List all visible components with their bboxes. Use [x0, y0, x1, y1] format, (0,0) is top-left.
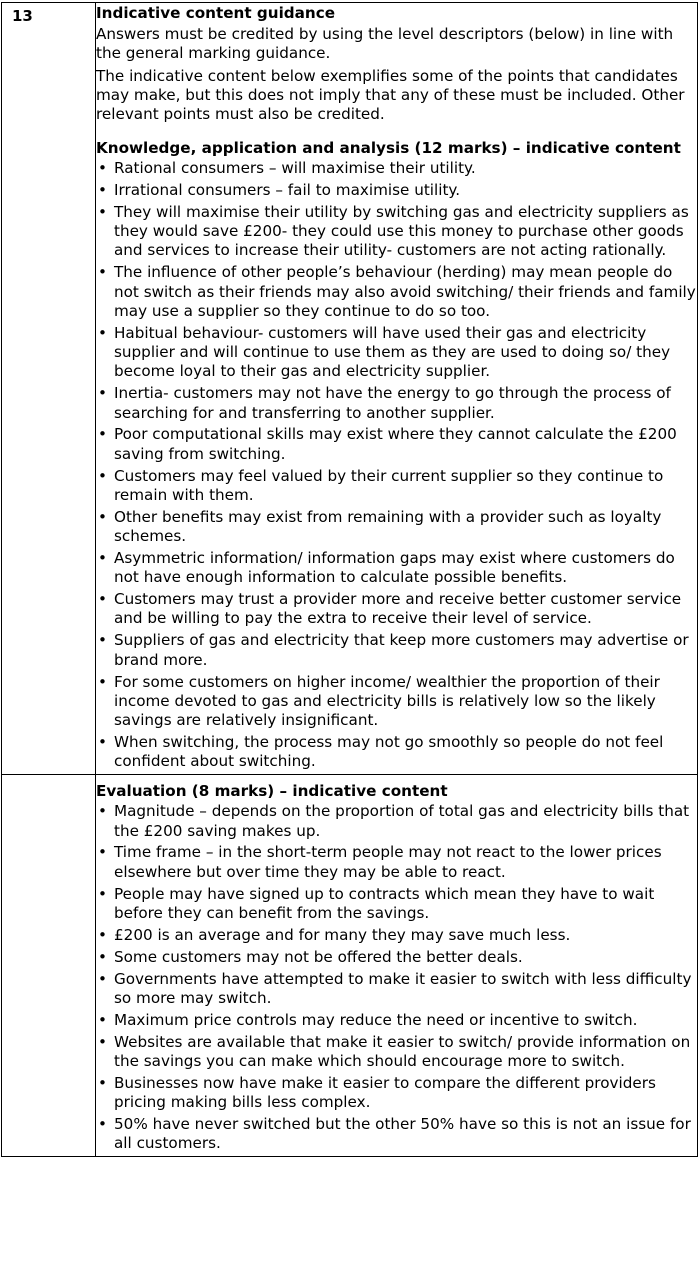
list-item-text: Customers may trust a provider more and receive better customer service and be willing to pay the extra to receive their level of service. [114, 590, 682, 628]
list-item-text: When switching, the process may not go smoothly so people do not feel confident about switching. [114, 733, 664, 771]
knowledge-heading: Knowledge, application and analysis (12 marks) – indicative content [96, 139, 681, 157]
bullet-icon: • [98, 425, 107, 444]
bullet-icon: • [98, 1032, 107, 1051]
list-item [96, 324, 697, 382]
bullet-icon: • [98, 466, 107, 485]
list-item [96, 549, 697, 588]
bullet-icon: • [98, 802, 107, 821]
list-item-text: Some customers may not be offered the better deals. [114, 947, 523, 966]
list-item [96, 384, 697, 423]
list-item [96, 203, 697, 261]
list-item-text: People may have signed up to contracts which mean they have to wait before they can benefit from the savings. [114, 884, 655, 922]
bullet-icon: • [98, 1073, 107, 1092]
table-row [2, 775, 698, 1157]
bullet-icon: • [98, 969, 107, 988]
list-item-text: Time frame – in the short-term people may not react to the lower prices elsewhere but over time they may be able to react. [114, 843, 662, 881]
list-item [96, 181, 697, 200]
bullet-icon: • [98, 590, 107, 609]
bullet-icon: • [98, 843, 107, 862]
list-item [96, 159, 697, 178]
guidance-paragraph: Answers must be credited by using the level descriptors (below) in line with the general marking guidance. [96, 25, 674, 62]
list-item-text: Businesses now have make it easier to compare the different providers pricing making bills less complex. [114, 1073, 656, 1112]
list-item [96, 673, 697, 731]
list-item [96, 467, 697, 506]
bullet-icon: • [98, 548, 107, 567]
list-item-text: 50% have never switched but the other 50% have so this is not an issue for all customers. [114, 1115, 691, 1153]
list-item-text: Inertia- customers may not have the energy to go through the process of searching for and transferring to another supplier. [114, 384, 671, 422]
list-item [96, 263, 697, 321]
list-item-text: Other benefits may exist from remaining with a provider such as loyalty schemes. [114, 507, 662, 546]
question-number-cell [2, 3, 96, 775]
list-item [96, 508, 697, 547]
bullet-icon: • [98, 507, 107, 526]
question-number: 13 [12, 7, 33, 25]
bullet-icon: • [98, 672, 107, 691]
list-item [96, 970, 697, 1009]
bullet-icon: • [98, 323, 107, 342]
list-item [96, 926, 697, 945]
list-item-text: Suppliers of gas and electricity that keep more customers may advertise or brand more. [114, 631, 689, 669]
list-item-text: The influence of other people’s behaviour (herding) may mean people do not switch as their friends may also avoid switching/ their friends and family may use a supplier so they continue to do so too. [114, 263, 696, 320]
list-item-text: Customers may feel valued by their current supplier so they continue to remain with them. [114, 466, 664, 504]
bullet-icon: • [98, 631, 107, 650]
bullet-icon: • [98, 202, 107, 221]
list-item-text: Irrational consumers – fail to maximise utility. [114, 180, 461, 199]
list-item-text: Maximum price controls may reduce the need or incentive to switch. [114, 1010, 638, 1029]
bullet-icon: • [98, 733, 107, 752]
list-item-text: For some customers on higher income/ wealthier the proportion of their income devoted to gas and electricity bills is relatively low so the likely savings are relatively insignificant. [114, 672, 660, 730]
evaluation-heading: Evaluation (8 marks) – indicative content [96, 782, 448, 801]
bullet-icon: • [98, 1115, 107, 1134]
indicative-content-cell [96, 3, 698, 775]
guidance-heading: Indicative content guidance [96, 4, 336, 22]
list-item [96, 1011, 697, 1030]
list-item [96, 425, 697, 464]
list-item-text: Governments have attempted to make it easier to switch with less difficulty so more may switch. [114, 969, 692, 1007]
list-item-text: £200 is an average and for many they may save much less. [114, 925, 571, 944]
list-item-text: Poor computational skills may exist where they cannot calculate the £200 saving from switching. [114, 425, 677, 463]
bullet-icon: • [98, 159, 107, 177]
list-item-text: They will maximise their utility by switching gas and electricity suppliers as they would save £200- they could use this money to purchase other goods and services to increase their utility- customers are not acting rationally. [114, 202, 689, 260]
guidance-paragraph: The indicative content below exemplifies some of the points that candidates may make, but this does not imply that any of these must be included. Other relevant points must also be credited. [96, 67, 685, 123]
table-row [2, 3, 698, 775]
list-item [96, 590, 697, 629]
bullet-icon: • [98, 180, 107, 199]
list-item-text: Magnitude – depends on the proportion of total gas and electricity bills that the £200 saving makes up. [114, 802, 690, 840]
mark-scheme-table [1, 2, 698, 1157]
evaluation-bullet-list [96, 802, 697, 1153]
list-item-text: Habitual behaviour- customers will have used their gas and electricity supplier and will continue to use them as they are used to doing so/ they become loyal to their gas and electricity supplier. [114, 323, 671, 381]
bullet-icon: • [98, 263, 107, 282]
bullet-icon: • [98, 1010, 107, 1029]
list-item [96, 631, 697, 670]
evaluation-content-cell [96, 775, 698, 1157]
list-item [96, 885, 697, 924]
bullet-icon: • [98, 925, 107, 944]
list-item-text: Rational consumers – will maximise their utility. [114, 159, 476, 177]
bullet-icon: • [98, 884, 107, 903]
list-item [96, 948, 697, 967]
question-number-cell-empty [2, 775, 96, 1157]
list-item [96, 733, 697, 772]
list-item-text: Asymmetric information/ information gaps may exist where customers do not have enough information to calculate possible benefits. [114, 548, 675, 587]
list-item [96, 843, 697, 882]
knowledge-bullet-list [96, 159, 697, 772]
list-item [96, 802, 697, 841]
list-item [96, 1074, 697, 1113]
list-item [96, 1033, 697, 1072]
bullet-icon: • [98, 384, 107, 403]
list-item [96, 1115, 697, 1154]
bullet-icon: • [98, 947, 107, 966]
list-item-text: Websites are available that make it easier to switch/ provide information on the savings you can make which should encourage more to switch. [114, 1032, 691, 1070]
